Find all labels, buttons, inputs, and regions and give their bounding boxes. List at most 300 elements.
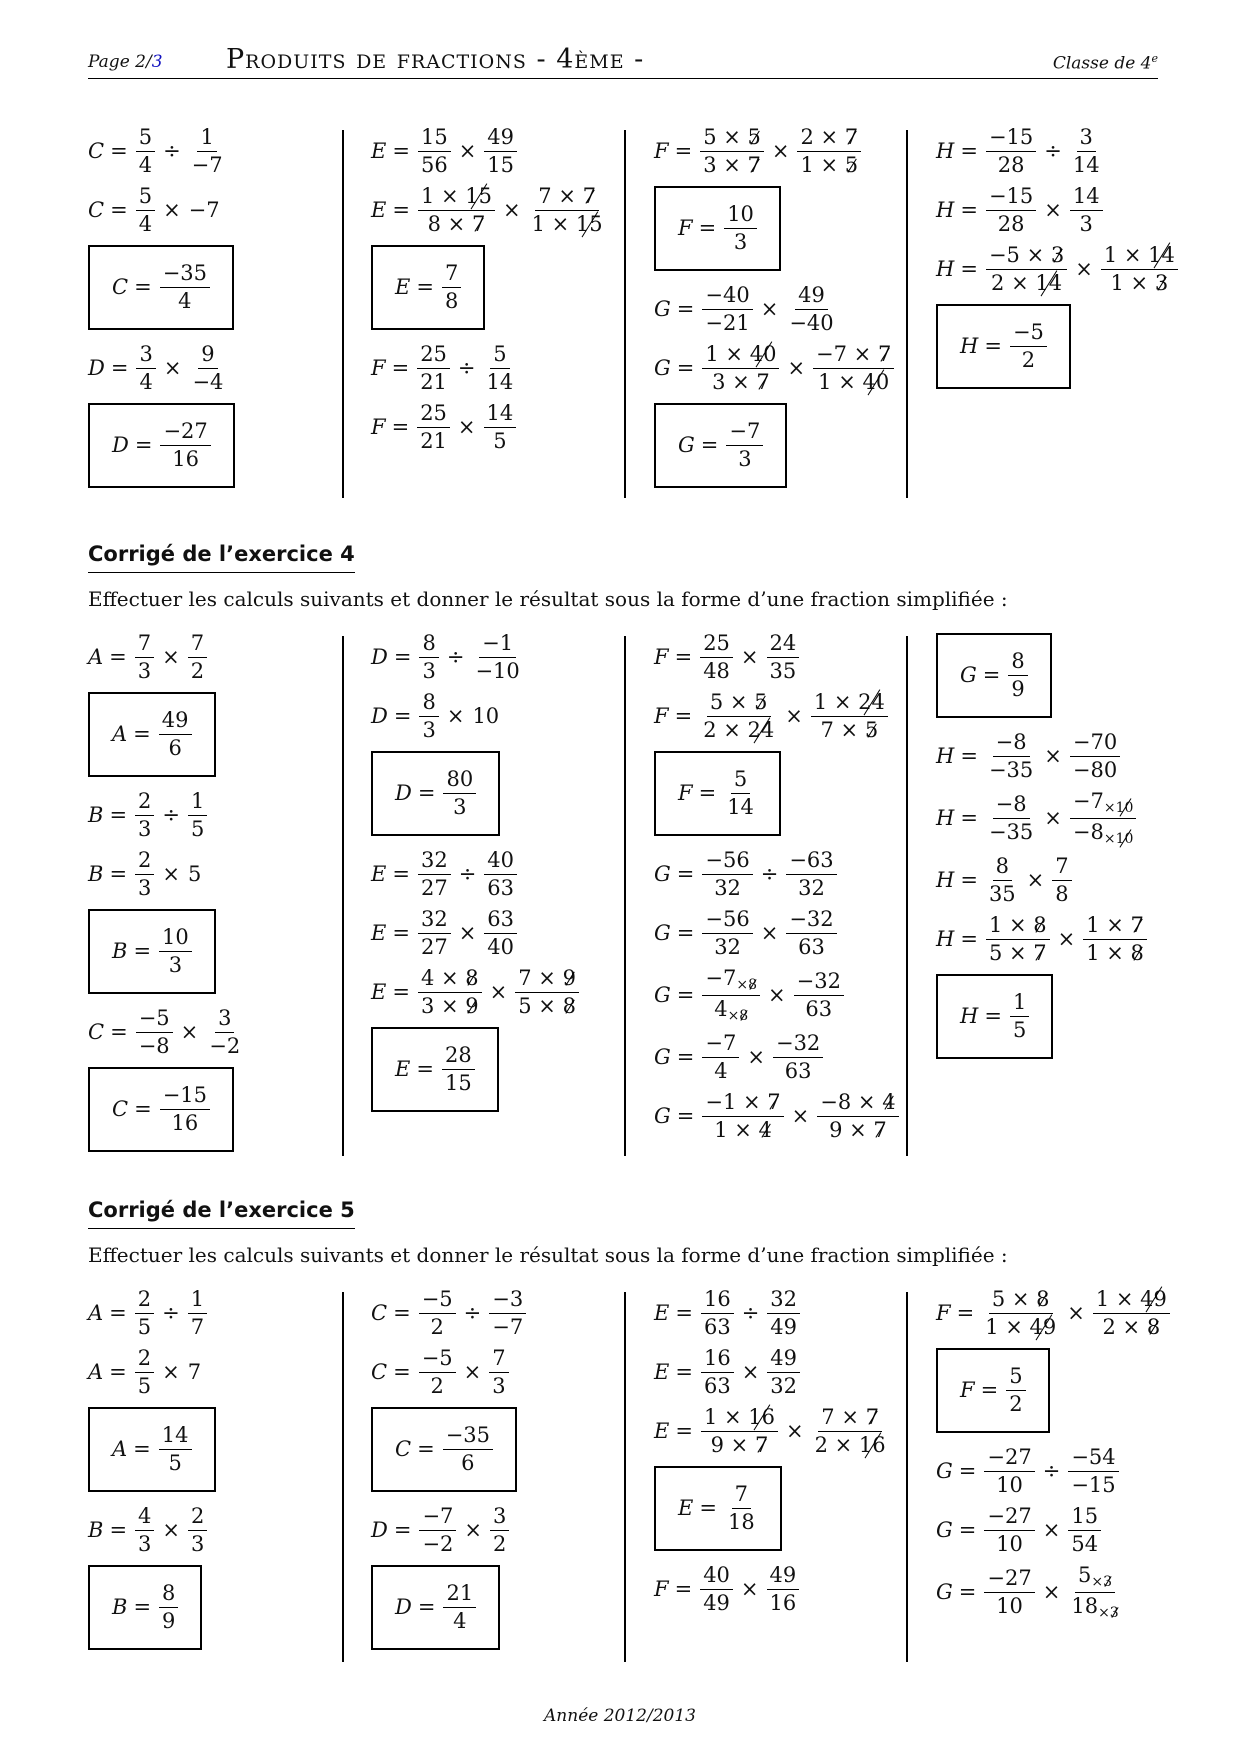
cancelled-factor: 14	[1148, 243, 1175, 267]
equation	[654, 850, 894, 899]
term-text: 2 ×	[1102, 1315, 1147, 1339]
numerator: 3	[136, 344, 155, 369]
boxed-result	[371, 1027, 499, 1112]
numerator: 7	[489, 1348, 508, 1373]
numerator: 40	[484, 850, 517, 875]
operator: ×	[180, 1020, 199, 1044]
denominator: 10	[996, 1532, 1023, 1556]
fraction	[1010, 322, 1047, 371]
cancelled-factor: 16	[748, 1405, 775, 1429]
denominator: 3	[453, 795, 467, 819]
operator: ÷	[162, 1301, 180, 1325]
variable-name: G	[654, 1045, 671, 1069]
numerator: 5	[490, 344, 509, 369]
fraction	[136, 344, 155, 393]
variable-name: E	[654, 1360, 670, 1384]
numerator: −27	[160, 421, 210, 446]
page-total-link[interactable]: 3	[151, 52, 163, 72]
cancelled-factor: 5	[844, 153, 859, 177]
cancelled-factor: 24	[858, 690, 885, 714]
equals-sign: =	[393, 1301, 411, 1325]
fraction	[160, 1085, 210, 1134]
term-text: −7	[188, 198, 220, 222]
term-text: 7 ×	[518, 966, 563, 990]
equation-line	[371, 1348, 611, 1397]
equation	[654, 344, 894, 393]
fraction	[1006, 1366, 1025, 1415]
cancelled-factor: 14	[1035, 271, 1063, 295]
equation	[371, 186, 611, 235]
numerator: 49	[767, 1565, 800, 1590]
fraction	[1083, 915, 1147, 964]
fraction	[701, 1289, 734, 1338]
boxed-result	[654, 186, 781, 271]
variable-name: E	[371, 980, 387, 1004]
numerator: −5	[136, 1008, 173, 1033]
denominator: 27	[420, 876, 448, 900]
numerator: 8	[1008, 651, 1027, 676]
fraction	[702, 850, 752, 899]
fraction	[1052, 856, 1071, 905]
operator: ×	[489, 980, 508, 1004]
fraction	[984, 1568, 1034, 1617]
denominator: 4	[714, 1059, 728, 1083]
fraction	[484, 850, 517, 899]
boxed-result	[88, 1565, 202, 1650]
denominator: 9	[162, 1609, 176, 1633]
denominator: 56	[420, 153, 448, 177]
column-4	[936, 633, 1176, 1059]
equation-line	[936, 1289, 1176, 1338]
numerator: −35	[160, 263, 210, 288]
equation-line	[936, 186, 1176, 235]
denominator: −2	[422, 1532, 454, 1556]
term-text: 1 ×	[818, 370, 863, 394]
term-text: −7	[705, 966, 737, 990]
denominator: 2	[190, 659, 205, 683]
equation-line	[654, 1348, 894, 1397]
fraction	[767, 1348, 800, 1397]
term-text: −1 ×	[705, 1090, 768, 1114]
result-box-row	[88, 1407, 328, 1492]
equation-line	[936, 127, 1176, 176]
equation	[936, 915, 1176, 964]
equation	[371, 850, 611, 899]
equals-sign: =	[676, 356, 695, 380]
variable-name: F	[936, 1301, 951, 1325]
fraction	[1093, 1289, 1170, 1338]
variable-name: G	[654, 862, 671, 886]
numerator: 4	[135, 1506, 154, 1531]
numerator: −27	[984, 1447, 1034, 1472]
denominator: 28	[997, 212, 1025, 236]
result-box-row	[371, 245, 611, 330]
denominator: 2	[1021, 348, 1036, 372]
equation	[936, 1565, 1176, 1620]
denominator: 21	[420, 370, 447, 394]
equation	[371, 909, 611, 958]
denominator: 35	[769, 659, 797, 683]
equals-sign: =	[393, 1360, 411, 1384]
fraction	[700, 633, 733, 682]
term-text: 1 ×	[1103, 243, 1149, 267]
denominator: 3	[138, 817, 152, 841]
cancelled-factor: 7	[754, 1433, 769, 1457]
equals-sign: =	[133, 1595, 152, 1619]
fraction	[188, 633, 207, 682]
denominator: 3	[168, 953, 183, 977]
equation	[654, 692, 894, 741]
fraction	[797, 127, 861, 176]
cancelled-factor: 8	[1033, 913, 1047, 937]
numerator	[535, 186, 599, 211]
equals-sign: =	[956, 1301, 975, 1325]
result-box-row	[88, 1565, 328, 1650]
denominator: 8	[444, 289, 459, 313]
cancelled-factor: 7	[1130, 913, 1144, 937]
numerator: −7	[702, 1033, 739, 1058]
cancelled-factor: 49	[1029, 1315, 1057, 1339]
subscript-times: ×	[1103, 831, 1116, 847]
subscript-times: ×	[1103, 800, 1116, 816]
result-box-row	[936, 974, 1176, 1059]
equals-sign: =	[960, 139, 978, 163]
variable-name: A	[112, 1437, 128, 1461]
equation	[936, 245, 1176, 294]
boxed-result	[88, 403, 235, 488]
fraction	[1070, 791, 1137, 846]
column-divider	[906, 130, 908, 498]
numerator: 2	[135, 850, 154, 875]
term-text: 2 ×	[703, 718, 748, 742]
numerator: 14	[1070, 186, 1103, 211]
cancelled-factor: 15	[575, 212, 603, 236]
fraction	[160, 421, 210, 470]
operator: ×	[760, 921, 779, 945]
operator: ×	[1042, 1518, 1061, 1542]
fraction	[1068, 1565, 1121, 1620]
operator: ×	[1044, 744, 1062, 768]
denominator: 5	[1012, 1018, 1027, 1042]
equation	[936, 186, 1176, 235]
numerator: 40	[700, 1565, 733, 1590]
fraction	[794, 971, 844, 1020]
boxed-result	[88, 909, 216, 994]
operator: ×	[463, 1360, 482, 1384]
equals-sign: =	[133, 722, 151, 746]
result-box-row	[654, 751, 894, 836]
fraction	[419, 1348, 456, 1397]
section-title: Corrigé de l’exercice 4	[88, 542, 355, 573]
equation-line	[371, 403, 611, 452]
fraction	[159, 927, 192, 976]
equation-line	[654, 127, 894, 176]
denominator	[986, 940, 1050, 964]
fraction	[786, 850, 836, 899]
equation	[654, 1407, 894, 1456]
numerator	[817, 1092, 898, 1117]
cancelled-subscript: 3	[1103, 1574, 1113, 1590]
cancelled-factor: 24	[747, 718, 775, 742]
term-text: 18	[1071, 1594, 1099, 1618]
cancelled-factor: 5	[864, 718, 879, 742]
denominator	[711, 1117, 775, 1141]
numerator: −8	[993, 794, 1030, 819]
result-box-row	[88, 245, 328, 330]
column-divider	[342, 1292, 344, 1662]
cancelled-factor: 8	[1130, 941, 1144, 965]
variable-name: D	[371, 704, 388, 728]
equation-line	[371, 909, 611, 958]
variable-name: G	[654, 983, 671, 1007]
variable-name: C	[112, 275, 129, 299]
denominator: 2	[430, 1374, 444, 1398]
fraction	[443, 769, 476, 818]
numerator: 3	[490, 1506, 509, 1531]
fraction	[419, 1289, 456, 1338]
variable-name: F	[371, 415, 386, 439]
fraction	[986, 127, 1036, 176]
variable-name: E	[395, 275, 411, 299]
page-footer: Année 2012/2013	[544, 1706, 696, 1726]
fraction	[984, 1447, 1034, 1496]
equals-sign: =	[393, 1518, 412, 1542]
equals-sign: =	[676, 1104, 695, 1128]
subscript-times: ×	[1091, 1574, 1104, 1590]
equals-sign: =	[393, 704, 412, 728]
fraction	[1070, 186, 1103, 235]
fraction	[702, 344, 779, 393]
cancelled-factor: 7	[756, 370, 770, 394]
variable-name: F	[654, 645, 669, 669]
equals-sign: =	[391, 356, 410, 380]
boxed-result	[88, 245, 234, 330]
numerator: −54	[1068, 1447, 1118, 1472]
fraction	[418, 186, 495, 235]
equals-sign: =	[109, 1301, 127, 1325]
variable-name: B	[112, 1595, 128, 1619]
equals-sign: =	[674, 1577, 693, 1601]
term-text: −5 ×	[988, 243, 1051, 267]
fraction	[724, 769, 757, 818]
equation	[371, 968, 611, 1017]
fraction	[135, 850, 154, 899]
numerator: 32	[767, 1289, 800, 1314]
numerator	[1070, 791, 1137, 819]
denominator	[815, 369, 892, 393]
numerator: 7	[1052, 856, 1071, 881]
equation-line	[654, 909, 894, 958]
numerator	[1093, 1289, 1170, 1314]
numerator: 2	[188, 1506, 207, 1531]
denominator	[515, 993, 579, 1017]
variable-name: E	[654, 1301, 670, 1325]
cancelled-factor: 16	[858, 1433, 886, 1457]
fraction	[767, 633, 800, 682]
equals-sign: =	[109, 645, 127, 669]
term-text: 2 ×	[800, 125, 845, 149]
result-box-row	[654, 403, 894, 488]
term-text: 5	[188, 862, 202, 886]
equals-sign: =	[960, 257, 978, 281]
numerator: −63	[786, 850, 836, 875]
equation	[371, 127, 611, 176]
denominator: 4	[178, 289, 192, 313]
operator: ×	[741, 1360, 760, 1384]
denominator: 63	[784, 1059, 812, 1083]
numerator: −56	[702, 909, 752, 934]
numerator: 7	[442, 263, 461, 288]
numerator: 10	[159, 927, 192, 952]
equals-sign: =	[676, 862, 695, 886]
denominator	[709, 369, 773, 393]
equation-line	[654, 1565, 894, 1614]
denominator: 63	[487, 876, 515, 900]
numerator: −15	[986, 186, 1036, 211]
column-divider	[624, 636, 626, 1156]
boxed-result	[936, 974, 1053, 1059]
equation-line	[88, 633, 328, 682]
equals-sign: =	[980, 1378, 999, 1402]
equals-sign: =	[699, 1496, 717, 1520]
term-text: 1 ×	[531, 212, 576, 236]
variable-name: E	[678, 1496, 694, 1520]
operator: ÷	[457, 356, 476, 380]
operator: ×	[163, 356, 182, 380]
numerator: 3	[1077, 127, 1096, 152]
variable-name: B	[88, 862, 104, 886]
equation	[88, 791, 328, 840]
column-4	[936, 127, 1176, 389]
numerator: 16	[701, 1348, 734, 1373]
numerator	[986, 245, 1067, 270]
numerator: −7	[419, 1506, 456, 1531]
fraction	[418, 850, 451, 899]
fraction	[419, 633, 438, 682]
section-intro: Effectuer les calculs suivants et donner le résultat sous la forme d’une fraction simplifiée :	[88, 1243, 1008, 1267]
operator: ×	[162, 1518, 181, 1542]
subscript-times: ×	[1098, 1605, 1110, 1621]
operator: ÷	[1044, 139, 1062, 163]
denominator: 3	[422, 718, 436, 742]
denominator: 2	[1009, 1392, 1023, 1416]
term-text: 1 ×	[813, 690, 859, 714]
variable-name: E	[371, 139, 387, 163]
fraction	[701, 1348, 734, 1397]
denominator: 49	[770, 1315, 798, 1339]
equation	[371, 633, 611, 682]
numerator	[702, 344, 779, 369]
equation	[88, 1506, 328, 1555]
fraction	[188, 1506, 207, 1555]
numerator: 2	[135, 1348, 154, 1373]
numerator: 8	[419, 633, 438, 658]
denominator: −15	[1071, 1473, 1116, 1497]
term-text: 2 ×	[814, 1433, 859, 1457]
equals-sign: =	[960, 744, 978, 768]
numerator: −27	[984, 1506, 1034, 1531]
fraction	[813, 344, 894, 393]
cancelled-factor: 3	[1050, 243, 1065, 267]
term-text: 5 ×	[988, 941, 1034, 965]
denominator	[708, 1432, 772, 1456]
term-text: 1 ×	[1110, 271, 1155, 295]
fraction	[135, 1506, 154, 1555]
cancelled-factor: 5	[754, 690, 768, 714]
numerator: 1	[1010, 992, 1029, 1017]
equation-line	[654, 968, 894, 1023]
equals-sign: =	[958, 1459, 977, 1483]
denominator: −40	[789, 311, 834, 335]
fraction	[484, 909, 517, 958]
equals-sign: =	[417, 781, 436, 805]
variable-name: D	[371, 1518, 388, 1542]
denominator: 27	[420, 935, 448, 959]
equation	[654, 909, 894, 958]
fraction	[418, 127, 451, 176]
equals-sign: =	[134, 433, 153, 457]
denominator	[1108, 270, 1172, 294]
column-2	[371, 1289, 611, 1650]
boxed-result	[88, 1407, 216, 1492]
equation-line	[88, 791, 328, 840]
equation	[88, 344, 328, 393]
denominator	[700, 152, 764, 176]
term-text: 1 ×	[705, 342, 750, 366]
fraction	[702, 968, 760, 1023]
operator: ×	[791, 1104, 810, 1128]
boxed-result	[936, 1348, 1050, 1433]
page-header	[88, 44, 1158, 79]
cancelled-factor: 7	[877, 342, 892, 366]
numerator: 80	[443, 769, 476, 794]
variable-name: D	[88, 356, 105, 380]
equals-sign: =	[676, 921, 695, 945]
denominator: 32	[770, 1374, 798, 1398]
operator: ×	[458, 921, 477, 945]
denominator: 6	[461, 1451, 475, 1475]
fraction	[188, 1289, 207, 1338]
numerator: 5	[136, 186, 155, 211]
cancelled-factor: 3	[1154, 271, 1169, 295]
numerator: −56	[702, 850, 752, 875]
fraction	[1008, 651, 1027, 700]
numerator: −35	[443, 1425, 493, 1450]
numerator: 9	[198, 344, 217, 369]
variable-name: D	[371, 645, 388, 669]
equals-sign: =	[110, 356, 129, 380]
equals-sign: =	[417, 1437, 435, 1461]
operator: ×	[740, 1577, 759, 1601]
equation	[936, 1289, 1176, 1338]
numerator: −32	[773, 1033, 823, 1058]
term-text: 5 ×	[991, 1287, 1037, 1311]
equation-line	[371, 344, 611, 393]
equation-line	[88, 127, 328, 176]
denominator	[982, 1314, 1059, 1338]
equation-line	[88, 850, 328, 899]
fraction	[700, 127, 764, 176]
cancelled-factor: 9	[465, 994, 479, 1018]
operator: ×	[740, 645, 759, 669]
variable-name: G	[678, 433, 695, 457]
denominator: −21	[705, 311, 750, 335]
equation-line	[654, 1289, 894, 1338]
fraction	[417, 403, 450, 452]
fraction	[135, 1289, 154, 1338]
equals-sign: =	[674, 704, 693, 728]
equation-line	[371, 127, 611, 176]
